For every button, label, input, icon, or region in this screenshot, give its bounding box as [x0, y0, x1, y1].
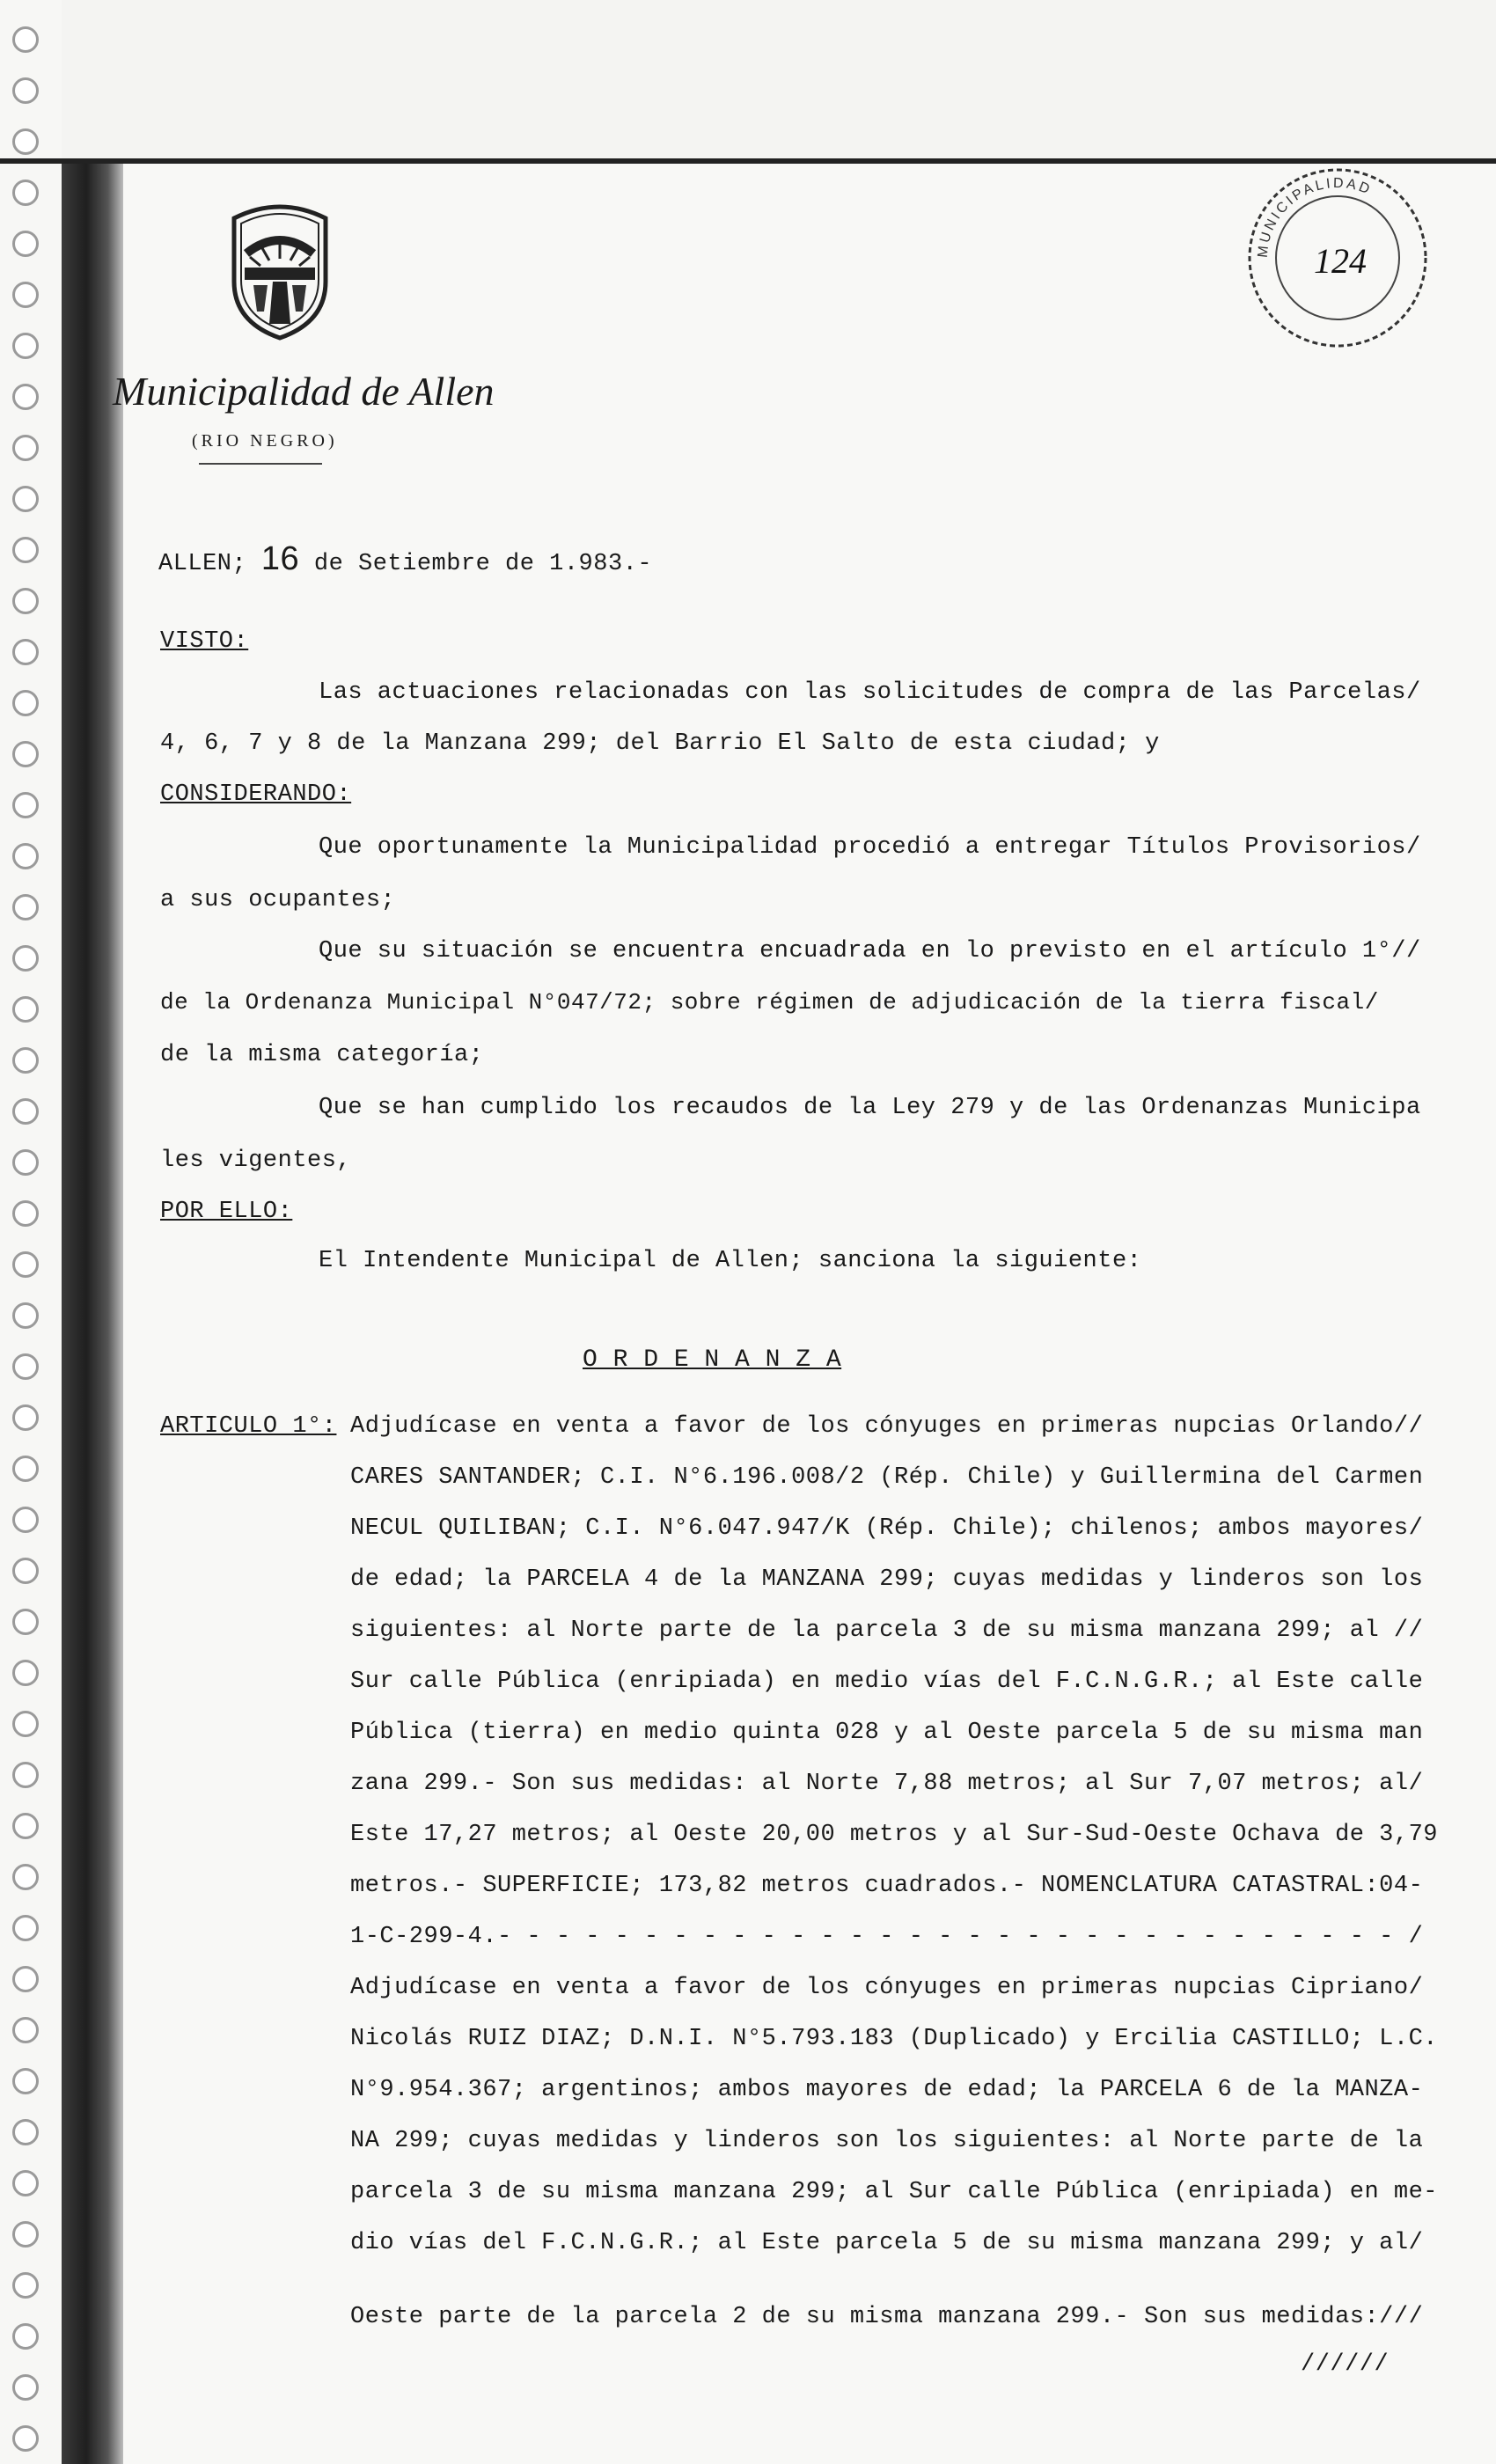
binding-ring [12, 1762, 39, 1788]
binding-ring [12, 792, 39, 818]
articulo-line: NA 299; cuyas medidas y linderos son los siguientes: al Norte parte de la [350, 2128, 1424, 2154]
articulo-line: Pública (tierra) en medio quinta 028 y al Oeste parcela 5 de su misma man [350, 1720, 1424, 1746]
considerando-heading: CONSIDERANDO: [160, 781, 352, 808]
articulo-line: parcela 3 de su misma manzana 299; al Sur calle Pública (enripiada) en me- [350, 2179, 1438, 2205]
date-line [158, 540, 652, 578]
binding-ring [12, 741, 39, 767]
considerando-line: de la Ordenanza Municipal N°047/72; sobre régimen de adjudicación de la tierra fiscal/ [160, 989, 1379, 1016]
ordenanza-title: O R D E N A N Z A [583, 1346, 842, 1374]
binding-ring [12, 537, 39, 563]
binding-ring [12, 2221, 39, 2248]
binding-ring [12, 2068, 39, 2094]
date-day-handwritten: 16 [260, 540, 300, 577]
articulo-line: Oeste parte de la parcela 2 de su misma manzana 299.- Son sus medidas:/// [350, 2304, 1424, 2330]
binding-ring [12, 1966, 39, 1992]
binding-ring [12, 435, 39, 461]
binding-ring [12, 231, 39, 257]
binding-ring [12, 1660, 39, 1686]
articulo-line: Este 17,27 metros; al Oeste 20,00 metros y al Sur-Sud-Oeste Ochava de 3,79 [350, 1822, 1438, 1848]
binding-ring [12, 1915, 39, 1941]
binding-ring [12, 2425, 39, 2452]
binding-ring [12, 894, 39, 920]
articulo-line: metros.- SUPERFICIE; 173,82 metros cuadrados.- NOMENCLATURA CATASTRAL:04- [350, 1873, 1424, 1899]
date-prefix: ALLEN; [158, 551, 247, 577]
binding-ring [12, 77, 39, 104]
binding-ring [12, 333, 39, 359]
por-ello-heading: POR ELLO: [160, 1199, 293, 1225]
articulo-line: Nicolás RUIZ DIAZ; D.N.I. N°5.793.183 (Duplicado) y Ercilia CASTILLO; L.C. [350, 2026, 1438, 2052]
province-name: (RIO NEGRO) [192, 431, 338, 451]
municipal-stamp [1236, 157, 1439, 359]
considerando-line: Que su situación se encuentra encuadrada en lo previsto en el artículo 1°// [319, 938, 1421, 964]
binding-ring [12, 1251, 39, 1278]
visto-line-2: 4, 6, 7 y 8 de la Manzana 299; del Barrio El Salto de esta ciudad; y [160, 730, 1160, 757]
binding-ring [12, 486, 39, 512]
binding-ring [12, 384, 39, 410]
articulo-1-label: ARTICULO 1°: [160, 1413, 337, 1440]
considerando-line: de la misma categoría; [160, 1042, 484, 1068]
articulo-line: N°9.954.367; argentinos; ambos mayores de edad; la PARCELA 6 de la MANZA- [350, 2077, 1424, 2103]
visto-line-1: Las actuaciones relacionadas con las solicitudes de compra de las Parcelas/ [319, 679, 1421, 706]
binding-ring [12, 1353, 39, 1380]
articulo-line: dio vías del F.C.N.G.R.; al Este parcela 5 de su misma manzana 299; y al/ [350, 2230, 1424, 2256]
considerando-line: a sus ocupantes; [160, 887, 396, 913]
binding-ring [12, 588, 39, 614]
binding-ring [12, 690, 39, 716]
binding-ring [12, 282, 39, 308]
articulo-line: NECUL QUILIBAN; C.I. N°6.047.947/K (Rép. Chile); chilenos; ambos mayores/ [350, 1515, 1424, 1542]
articulo-line: zana 299.- Son sus medidas: al Norte 7,88 metros; al Sur 7,07 metros; al/ [350, 1771, 1424, 1797]
municipal-crest-logo [227, 201, 333, 341]
binding-ring [12, 1404, 39, 1431]
binding-ring [12, 639, 39, 665]
binding-ring [12, 2323, 39, 2350]
binding-ring [12, 1149, 39, 1176]
binding-ring [12, 2272, 39, 2299]
binding-ring [12, 1864, 39, 1890]
binding-ring [12, 1558, 39, 1584]
binding-ring [12, 2374, 39, 2401]
articulo-line: 1-C-299-4.- - - - - - - - - - - - - - - - - - - - - - - - - - - - - - - / [350, 1924, 1424, 1950]
binding-ring [12, 1813, 39, 1839]
spiral-binding [0, 0, 62, 2464]
considerando-line: Que se han cumplido los recaudos de la Ley 279 y de las Ordenanzas Municipa [319, 1095, 1421, 1121]
stamp-number: 124 [1314, 241, 1367, 281]
articulo-line: siguientes: al Norte parte de la parcela 3 de su misma manzana 299; al // [350, 1617, 1424, 1644]
binding-ring [12, 843, 39, 869]
binding-ring [12, 2119, 39, 2145]
binding-ring [12, 128, 39, 155]
binding-ring [12, 1507, 39, 1533]
considerando-line: Que oportunamente la Municipalidad procedió a entregar Títulos Provisorios/ [319, 834, 1421, 861]
binding-ring [12, 1609, 39, 1635]
binding-ring [12, 180, 39, 206]
por-ello-line: El Intendente Municipal de Allen; sanciona la siguiente: [319, 1248, 1142, 1274]
stamp-ring-text: MUNICIPALIDAD [1255, 175, 1375, 259]
binding-ring [12, 1098, 39, 1125]
articulo-line: CARES SANTANDER; C.I. N°6.196.008/2 (Rép. Chile) y Guillermina del Carmen [350, 1464, 1424, 1491]
binding-ring [12, 996, 39, 1023]
articulo-line: Adjudícase en venta a favor de los cónyuges en primeras nupcias Cipriano/ [350, 1975, 1424, 2001]
binding-ring [12, 1456, 39, 1482]
scan-shadow-edge [62, 158, 123, 2464]
binding-ring [12, 1711, 39, 1737]
header-rule [199, 463, 322, 465]
binding-ring [12, 26, 39, 53]
articulo-line: de edad; la PARCELA 4 de la MANZANA 299; cuyas medidas y linderos son los [350, 1566, 1424, 1593]
articulo-continuation-marks: ////// [1301, 2351, 1390, 2378]
considerando-line: les vigentes, [160, 1148, 352, 1174]
municipality-name: Municipalidad de Allen [113, 369, 495, 414]
binding-ring [12, 1302, 39, 1329]
paper-sheet [123, 164, 1496, 2464]
binding-ring [12, 2170, 39, 2196]
binding-ring [12, 945, 39, 972]
articulo-line: Sur calle Pública (enripiada) en medio vías del F.C.N.G.R.; al Este calle [350, 1668, 1424, 1695]
binding-ring [12, 1047, 39, 1074]
binding-ring [12, 1200, 39, 1227]
binding-ring [12, 2017, 39, 2043]
date-rest: de Setiembre de 1.983.- [313, 551, 653, 577]
visto-heading: VISTO: [160, 628, 249, 655]
articulo-line: Adjudícase en venta a favor de los cónyuges en primeras nupcias Orlando// [350, 1413, 1424, 1440]
